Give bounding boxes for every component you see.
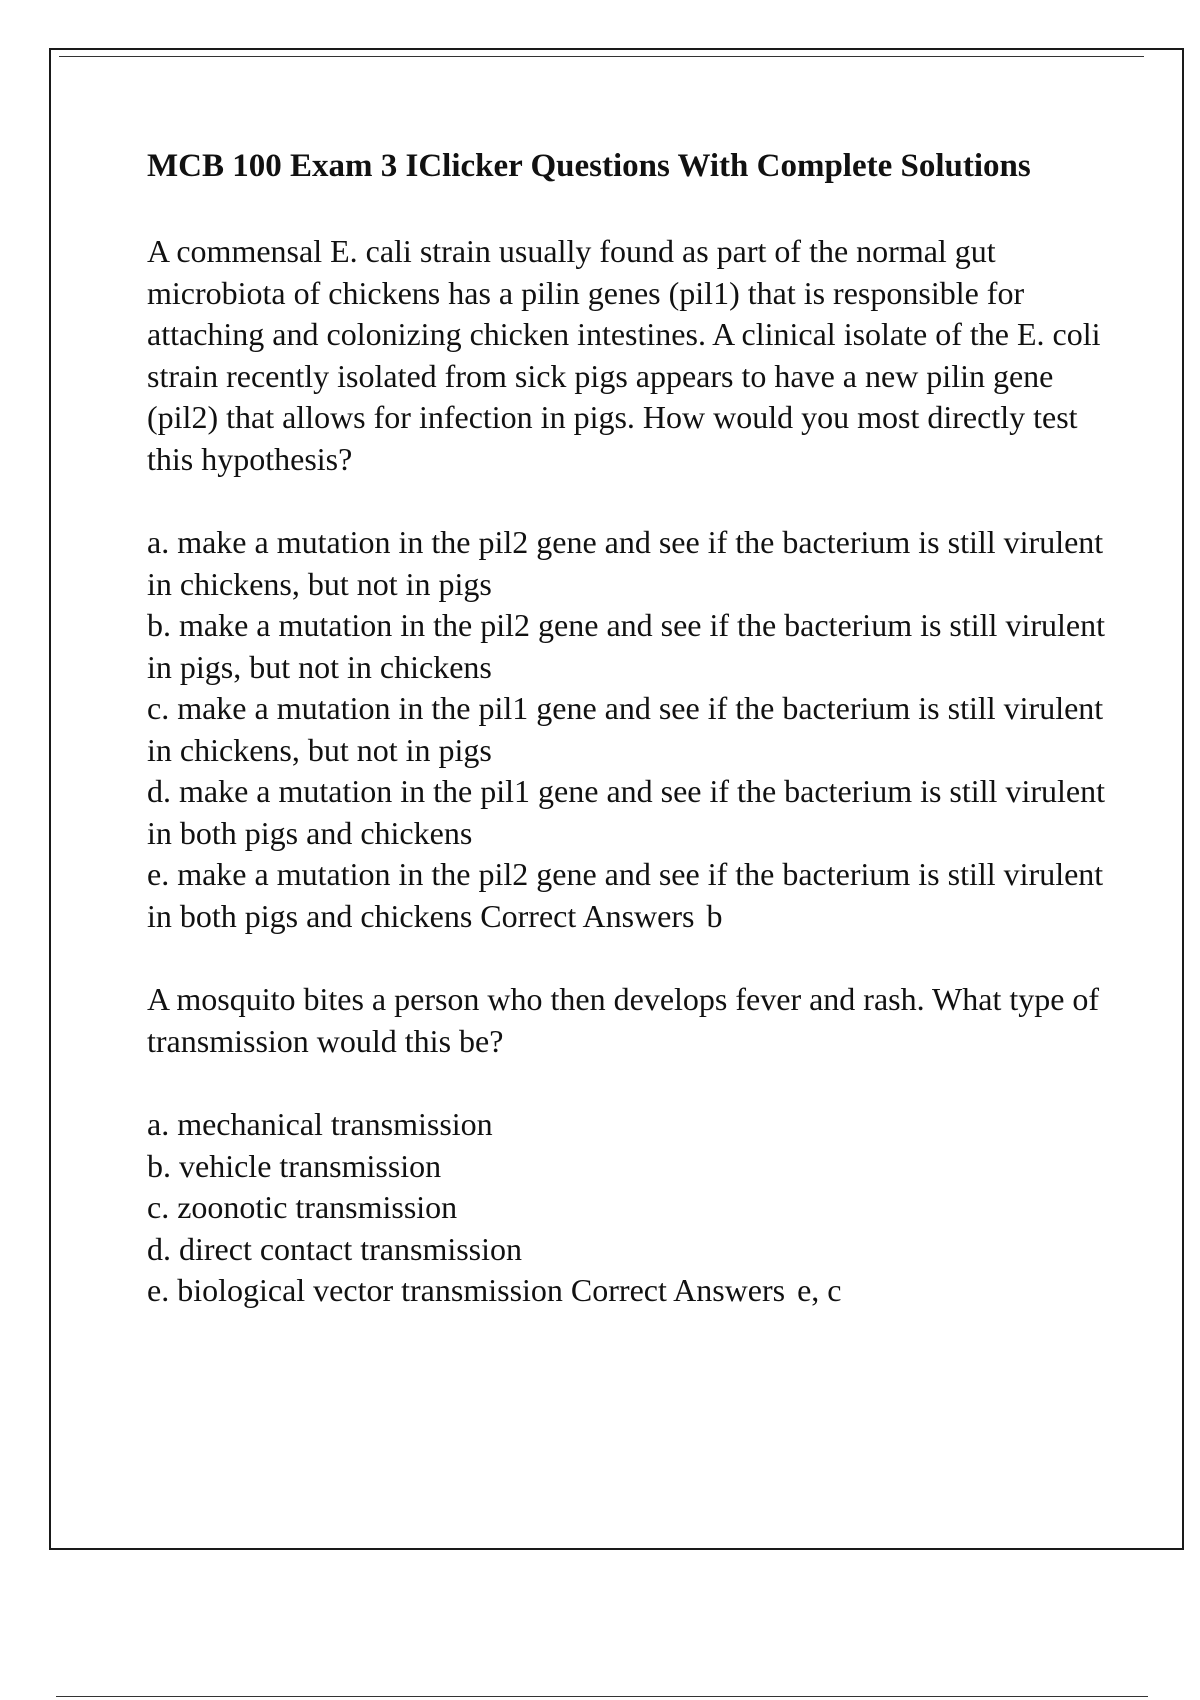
page-frame [49, 48, 1184, 1550]
top-rule [59, 56, 1144, 57]
option-item: a. mechanical transmission [147, 1106, 493, 1142]
option-item: b. vehicle transmission [147, 1147, 442, 1184]
option-item: a. make a mutation in the pil2 gene and see if the bacterium is still virulent in chickens, but not in pigs [147, 524, 1104, 602]
option-item: c. zoonotic transmission [147, 1189, 458, 1225]
bottom-rule [56, 1696, 1148, 1697]
correct-answers-label: Correct Answers [480, 897, 695, 934]
document-title: MCB 100 Exam 3 IClicker Questions With Complete Solutions [147, 148, 1031, 184]
answer-options [147, 1104, 1107, 1312]
correct-answer-value: e, c [797, 1272, 842, 1308]
answer-options [147, 522, 1107, 937]
option-text: e. biological vector transmission [147, 1272, 563, 1308]
option-item-with-answer [147, 854, 1107, 937]
question-prompt: A commensal E. cali strain usually found as part of the normal gut microbiota of chickens has a pilin genes (pil1) that is responsible for attaching and colonizing chicken intestines. A clinical isolate of the E. coli strain recently isolated from sick pigs appears to have a new pilin gene (pil2) that allows for infection in pigs. How would you most directly test this hypothesis? [147, 233, 1101, 477]
option-item: b. make a mutation in the pil2 gene and see if the bacterium is still virulent in pigs, but not in chickens [147, 607, 1105, 685]
correct-answers-label: Correct Answers [570, 1272, 786, 1308]
document-content [147, 146, 1107, 1354]
option-text: e. make a mutation in the pil2 gene and see if the bacterium is still virulent in both pigs and chickens [147, 856, 1104, 934]
question-block-1 [147, 231, 1107, 937]
option-item: d. direct contact transmission [147, 1230, 523, 1267]
option-item: d. make a mutation in the pil1 gene and see if the bacterium is still virulent in both pigs and chickens [147, 773, 1105, 851]
option-item: c. make a mutation in the pil1 gene and see if the bacterium is still virulent in chickens, but not in pigs [147, 690, 1104, 768]
question-prompt: A mosquito bites a person who then develops fever and rash. What type of transmission would this be? [147, 981, 1100, 1059]
question-block-2 [147, 979, 1107, 1312]
correct-answer-value: b [706, 897, 723, 934]
option-item-with-answer [147, 1270, 1107, 1312]
